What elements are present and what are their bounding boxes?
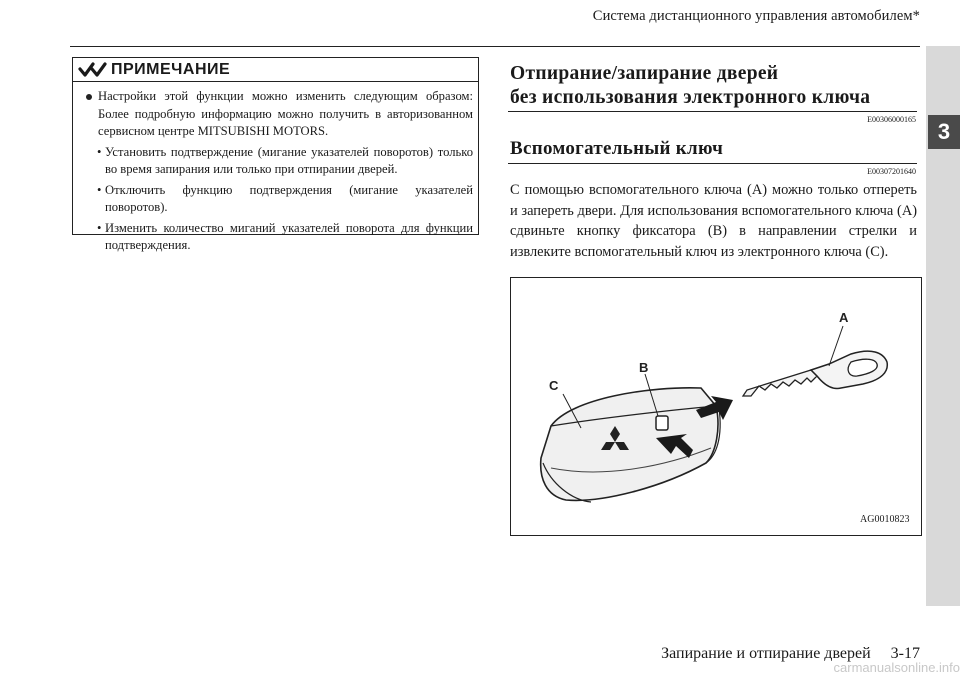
section-code: E00306000165 — [867, 115, 916, 124]
section-title-line: без использования электронного ключа — [510, 87, 871, 108]
watermark: carmanualsonline.info — [833, 660, 960, 675]
body-paragraph: С помощью вспомогательного ключа (A) можно только отпереть и запереть двери. Для использования вспомогательного ключа (A) сдвиньте кнопку фиксатора (B) в направлении стрелки и извлеките вспомогательный ключ из электронного ключа (C). — [510, 182, 917, 260]
section-title — [510, 62, 915, 110]
label-b: B — [639, 360, 649, 375]
key-figure — [510, 277, 922, 536]
key-fob-illustration — [541, 388, 720, 502]
list-mark: • — [97, 144, 102, 159]
lock-button — [656, 416, 668, 430]
subsection-title: Вспомогательный ключ — [510, 138, 724, 159]
section-rule — [508, 111, 917, 112]
list-mark: • — [97, 182, 102, 197]
bullet-dot-icon — [86, 94, 92, 100]
header-rule — [70, 46, 920, 47]
label-c: C — [549, 378, 559, 393]
chapter-number-badge: 3 — [928, 115, 960, 149]
note-list-item — [85, 220, 473, 255]
note-box — [72, 57, 479, 252]
note-bullet-text: Настройки этой функции можно изменить следующим образом: Более подробную информацию можно получить в авторизованном сервисном центре MITSUBISHI MOTORS. — [98, 89, 473, 138]
figure-code: AG0010823 — [860, 514, 910, 525]
key-illustration — [511, 278, 922, 536]
note-body — [85, 88, 473, 255]
page-header-title: Система дистанционного управления автомобилем* — [592, 8, 920, 24]
note-list-item-text: Отключить функцию подтверждения (мигание указателей поворотов). — [105, 182, 473, 214]
section-title-line: Отпирание/запирание дверей — [510, 63, 779, 84]
subsection-rule — [508, 163, 917, 164]
emergency-key-illustration — [743, 351, 887, 396]
note-title: ПРИМЕЧАНИЕ — [111, 60, 231, 78]
note-list-item — [85, 144, 473, 179]
note-header — [73, 58, 478, 82]
note-list-item-text: Установить подтверждение (мигание указателей поворотов) только во время запирания или только при отпирании дверей. — [105, 144, 473, 176]
note-list-item — [85, 182, 473, 217]
subsection-code: E00307201640 — [867, 167, 916, 176]
note-check-icon — [77, 59, 109, 81]
label-a: A — [839, 310, 849, 325]
list-mark: • — [97, 220, 102, 235]
page-footer: Запирание и отпирание дверей 3-17 — [661, 645, 920, 662]
note-bullet — [85, 88, 473, 141]
note-list-item-text: Изменить количество миганий указателей поворота для функции подтверждения. — [105, 220, 473, 252]
